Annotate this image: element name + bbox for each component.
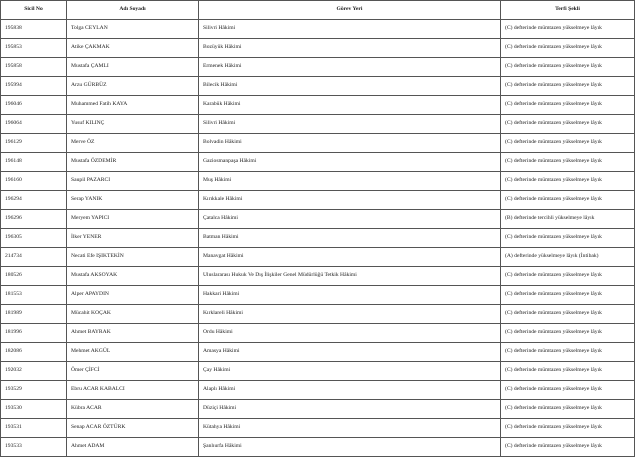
registry-no-cell: 193533 <box>1 438 67 457</box>
registry-no-cell: 195853 <box>1 39 67 58</box>
promotion-type-cell: (C) defterinde mümtazen yükselmeye lâyık <box>501 153 635 172</box>
registry-no-cell: 181553 <box>1 286 67 305</box>
duty-station-cell: Hakkari Hâkimi <box>199 286 501 305</box>
registry-no-cell: 181989 <box>1 305 67 324</box>
table-row <box>1 96 635 115</box>
duty-station-cell: Ermenek Hâkimi <box>199 58 501 77</box>
duty-station-cell: Kırıkkale Hâkimi <box>199 191 501 210</box>
table-row <box>1 229 635 248</box>
promotion-type-cell: (C) defterinde mümtazen yükselmeye lâyık <box>501 39 635 58</box>
full-name-cell: Ahmet BAYRAK <box>67 324 199 343</box>
full-name-cell: Meryem YAPICI <box>67 210 199 229</box>
duty-station-cell: Muş Hâkimi <box>199 172 501 191</box>
full-name-cell: Ebru ACAR KABALCI <box>67 381 199 400</box>
full-name-cell: Ahmet ADAM <box>67 438 199 457</box>
registry-no-cell: 195994 <box>1 77 67 96</box>
table-row <box>1 248 635 267</box>
promotion-type-cell: (C) defterinde mümtazen yükselmeye lâyık <box>501 20 635 39</box>
table-row <box>1 172 635 191</box>
full-name-cell: Necati Efe IŞIKTEKİN <box>67 248 199 267</box>
duty-station-cell: Kütahya Hâkimi <box>199 419 501 438</box>
full-name-cell: Mustafa ÇAMLI <box>67 58 199 77</box>
table-row <box>1 343 635 362</box>
full-name-cell: Senap ACAR ÖZTÜRK <box>67 419 199 438</box>
duty-station-cell: Uluslararası Hukuk Ve Dış İlişkiler Genel Müdürlüğü Tetkik Hâkimi <box>199 267 501 286</box>
table-row <box>1 58 635 77</box>
full-name-cell: Serap YANIK <box>67 191 199 210</box>
header-row <box>1 1 635 20</box>
table-row <box>1 286 635 305</box>
registry-no-cell: 214734 <box>1 248 67 267</box>
table-row <box>1 381 635 400</box>
promotion-type-cell: (C) defterinde mümtazen yükselmeye lâyık <box>501 362 635 381</box>
table-row <box>1 20 635 39</box>
table-row <box>1 438 635 457</box>
promotion-type-cell: (C) defterinde mümtazen yükselmeye lâyık <box>501 77 635 96</box>
duty-station-cell: Kırklareli Hâkimi <box>199 305 501 324</box>
registry-no-cell: 195858 <box>1 58 67 77</box>
registry-no-cell: 182086 <box>1 343 67 362</box>
duty-station-cell: Amasya Hâkimi <box>199 343 501 362</box>
duty-station-cell: Manavgat Hâkimi <box>199 248 501 267</box>
promotion-type-cell: (C) defterinde mümtazen yükselmeye lâyık <box>501 115 635 134</box>
table-row <box>1 419 635 438</box>
registry-no-cell: 193529 <box>1 381 67 400</box>
duty-station-cell: Silivri Hâkimi <box>199 20 501 39</box>
table-row <box>1 134 635 153</box>
duty-station-cell: Çay Hâkimi <box>199 362 501 381</box>
full-name-cell: İlker YENER <box>67 229 199 248</box>
promotion-type-cell: (C) defterinde mümtazen yükselmeye lâyık <box>501 267 635 286</box>
table-row <box>1 39 635 58</box>
header-promotion-type: Terfi Şekli <box>501 1 635 20</box>
header-duty-station: Görev Yeri <box>199 1 501 20</box>
duty-station-cell: Şanlıurfa Hâkimi <box>199 438 501 457</box>
promotion-type-cell: (C) defterinde mümtazen yükselmeye lâyık <box>501 286 635 305</box>
full-name-cell: Merve ÖZ <box>67 134 199 153</box>
header-registry-no: Sicil No <box>1 1 67 20</box>
table-row <box>1 210 635 229</box>
registry-no-cell: 196148 <box>1 153 67 172</box>
registry-no-cell: 196046 <box>1 96 67 115</box>
promotion-type-cell: (C) defterinde mümtazen yükselmeye lâyık <box>501 400 635 419</box>
full-name-cell: Muhammed Fatih KAYA <box>67 96 199 115</box>
promotion-type-cell: (C) defterinde mümtazen yükselmeye lâyık <box>501 305 635 324</box>
promotion-type-cell: (C) defterinde mümtazen yükselmeye lâyık <box>501 134 635 153</box>
header-full-name: Adı Soyadı <box>67 1 199 20</box>
table-body <box>1 20 635 457</box>
table-row <box>1 400 635 419</box>
registry-no-cell: 180526 <box>1 267 67 286</box>
duty-station-cell: Ordu Hâkimi <box>199 324 501 343</box>
duty-station-cell: Batman Hâkimi <box>199 229 501 248</box>
table-row <box>1 191 635 210</box>
duty-station-cell: Silivri Hâkimi <box>199 115 501 134</box>
registry-no-cell: 196296 <box>1 210 67 229</box>
full-name-cell: Mustafa ÖZDEMİR <box>67 153 199 172</box>
duty-station-cell: Gaziosmanpaşa Hâkimi <box>199 153 501 172</box>
full-name-cell: Saupil PAZARCI <box>67 172 199 191</box>
full-name-cell: Atike ÇAKMAK <box>67 39 199 58</box>
table-row <box>1 362 635 381</box>
promotion-type-cell: (C) defterinde mümtazen yükselmeye lâyık <box>501 58 635 77</box>
registry-no-cell: 192032 <box>1 362 67 381</box>
promotion-type-cell: (C) defterinde mümtazen yükselmeye lâyık <box>501 324 635 343</box>
full-name-cell: Kübra ACAR <box>67 400 199 419</box>
registry-no-cell: 196305 <box>1 229 67 248</box>
duty-station-cell: Bozüyük Hâkimi <box>199 39 501 58</box>
promotion-type-cell: (C) defterinde mümtazen yükselmeye lâyık <box>501 172 635 191</box>
full-name-cell: Alper APAYDIN <box>67 286 199 305</box>
registry-no-cell: 193531 <box>1 419 67 438</box>
duty-station-cell: Bilecik Hâkimi <box>199 77 501 96</box>
full-name-cell: Mustafa AKSOYAK <box>67 267 199 286</box>
full-name-cell: Mehmet AKGÜL <box>67 343 199 362</box>
table-row <box>1 77 635 96</box>
registry-no-cell: 181996 <box>1 324 67 343</box>
promotion-type-cell: (C) defterinde mümtazen yükselmeye lâyık <box>501 381 635 400</box>
promotion-type-cell: (B) defterinde tercihli yükselmeye lâyık <box>501 210 635 229</box>
duty-station-cell: Çatalca Hâkimi <box>199 210 501 229</box>
full-name-cell: Yusuf KILINÇ <box>67 115 199 134</box>
table-row <box>1 324 635 343</box>
full-name-cell: Tolga CEYLAN <box>67 20 199 39</box>
duty-station-cell: Bolvadin Hâkimi <box>199 134 501 153</box>
duty-station-cell: Karabük Hâkimi <box>199 96 501 115</box>
table-row <box>1 305 635 324</box>
duty-station-cell: Alaplı Hâkimi <box>199 381 501 400</box>
full-name-cell: Ömer ÇİFCİ <box>67 362 199 381</box>
registry-no-cell: 196160 <box>1 172 67 191</box>
promotion-type-cell: (C) defterinde mümtazen yükselmeye lâyık <box>501 191 635 210</box>
promotion-type-cell: (C) defterinde mümtazen yükselmeye lâyık <box>501 343 635 362</box>
registry-no-cell: 196129 <box>1 134 67 153</box>
registry-no-cell: 196294 <box>1 191 67 210</box>
promotion-type-cell: (C) defterinde mümtazen yükselmeye lâyık <box>501 438 635 457</box>
registry-no-cell: 196064 <box>1 115 67 134</box>
table-row <box>1 153 635 172</box>
promotion-type-cell: (C) defterinde mümtazen yükselmeye lâyık <box>501 229 635 248</box>
table-row <box>1 115 635 134</box>
registry-no-cell: 193530 <box>1 400 67 419</box>
duty-station-cell: Düziçi Hâkimi <box>199 400 501 419</box>
promotion-type-cell: (A) defterinde yükselmeye lâyık (İntibak) <box>501 248 635 267</box>
promotion-type-cell: (C) defterinde mümtazen yükselmeye lâyık <box>501 419 635 438</box>
full-name-cell: Mücahit KOÇAK <box>67 305 199 324</box>
promotion-type-cell: (C) defterinde mümtazen yükselmeye lâyık <box>501 96 635 115</box>
full-name-cell: Arzu GÜRBÜZ <box>67 77 199 96</box>
table-row <box>1 267 635 286</box>
registry-no-cell: 195838 <box>1 20 67 39</box>
